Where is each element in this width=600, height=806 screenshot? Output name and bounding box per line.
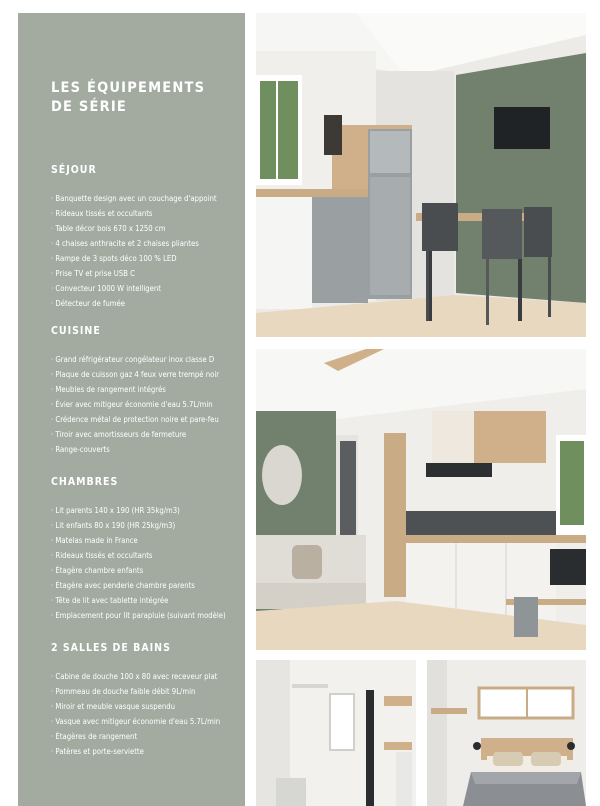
list-item: · Évier avec mitigeur économie d'eau 5.7L/min: [51, 397, 241, 412]
photo-bedroom-illustration: [427, 660, 586, 806]
list-item: · 4 chaises anthracite et 2 chaises pliantes: [51, 236, 241, 251]
list-item: · Miroir et meuble vasque suspendu: [51, 699, 241, 714]
list-item: · Étagères de rangement: [51, 729, 241, 744]
list-item: · Matelas made in France: [51, 533, 241, 548]
list-item: · Convecteur 1000 W intelligent: [51, 281, 241, 296]
list-item: · Emplacement pour lit parapluie (suivant modèle): [51, 608, 241, 623]
list-item: · Rideaux tissés et occultants: [51, 548, 241, 563]
section-cuisine: [51, 324, 241, 457]
list-item: · Meubles de rangement intégrés: [51, 382, 241, 397]
equipment-list: [51, 191, 241, 311]
page-title: [51, 79, 241, 117]
list-item: · Grand réfrigérateur congélateur inox classe D: [51, 352, 241, 367]
list-item: · Pommeau de douche faible débit 9L/min: [51, 684, 241, 699]
list-item: · Lit parents 140 x 190 (HR 35kg/m3): [51, 503, 241, 518]
equipment-list: [51, 669, 241, 759]
list-item: · Table décor bois 670 x 1250 cm: [51, 221, 241, 236]
page-title-line-2: DE SÉRIE: [51, 99, 128, 115]
section-heading: CUISINE: [51, 325, 101, 337]
list-item: · Étagère chambre enfants: [51, 563, 241, 578]
photo-bathroom: [256, 660, 416, 806]
section-heading: 2 SALLES DE BAINS: [51, 642, 171, 654]
list-item: · Plaque de cuisson gaz 4 feux verre trempé noir: [51, 367, 241, 382]
list-item: · Rideaux tissés et occultants: [51, 206, 241, 221]
list-item: · Cabine de douche 100 x 80 avec receveur plat: [51, 669, 241, 684]
photo-bathroom-illustration: [256, 660, 416, 806]
photo-living-kitchen: [256, 349, 586, 650]
section-chambres: [51, 475, 241, 623]
photo-living-kitchen-illustration: [256, 349, 586, 650]
photo-kitchen-dining-illustration: [256, 13, 586, 337]
equipment-list: [51, 352, 241, 457]
page-title-line-1: LES ÉQUIPEMENTS: [51, 80, 206, 96]
list-item: · Range-couverts: [51, 442, 241, 457]
list-item: · Vasque avec mitigeur économie d'eau 5.7L/min: [51, 714, 241, 729]
photo-kitchen-dining: [256, 13, 586, 337]
list-item: · Lit enfants 80 x 190 (HR 25kg/m3): [51, 518, 241, 533]
section-heading: SÉJOUR: [51, 164, 97, 176]
list-item: · Rampe de 3 spots déco 100 % LED: [51, 251, 241, 266]
list-item: · Tiroir avec amortisseurs de fermeture: [51, 427, 241, 442]
equipment-panel: [18, 13, 245, 806]
list-item: · Crédence métal de protection noire et pare-feu: [51, 412, 241, 427]
list-item: · Prise TV et prise USB C: [51, 266, 241, 281]
section-sejour: [51, 163, 241, 311]
equipment-list: [51, 503, 241, 623]
list-item: · Tête de lit avec tablette intégrée: [51, 593, 241, 608]
section-heading: CHAMBRES: [51, 476, 119, 488]
list-item: · Détecteur de fumée: [51, 296, 241, 311]
list-item: · Banquette design avec un couchage d'appoint: [51, 191, 241, 206]
photo-bedroom: [427, 660, 586, 806]
section-salles-de-bains: [51, 641, 241, 759]
list-item: · Étagère avec penderie chambre parents: [51, 578, 241, 593]
list-item: · Patères et porte-serviette: [51, 744, 241, 759]
